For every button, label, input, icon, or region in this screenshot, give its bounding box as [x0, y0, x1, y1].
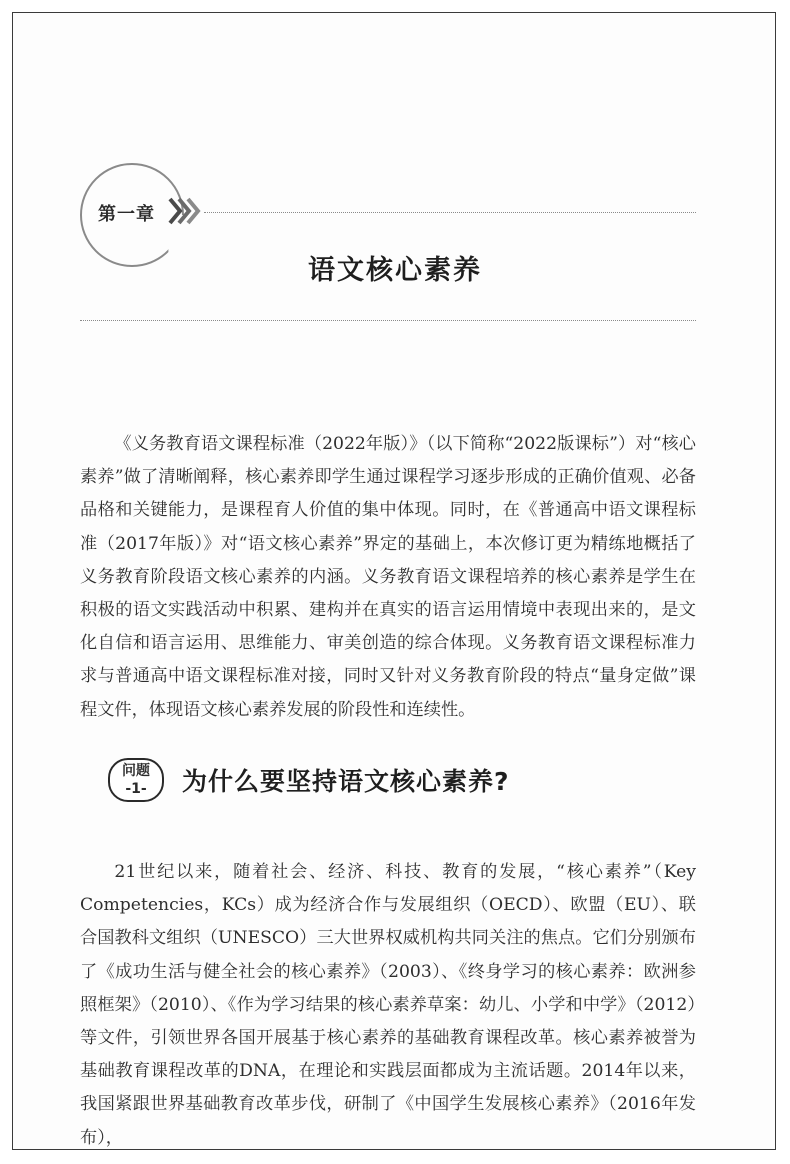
title-divider [80, 320, 696, 321]
chevron-right-icon [168, 195, 202, 227]
question-paragraph: 21世纪以来，随着社会、经济、科技、教育的发展，“核心素养”（Key Competencies，KCs）成为经济合作与发展组织（OECD）、欧盟（EU）、联合国教科文组织（UNESCO）三大世界权威机构共同关注的焦点。它们分别颁布了《成功生活与健全社会的核心素养》（2003）、《终身学习的核心素养：欧洲参照框架》（2010）、《作为学习结果的核心素养草案：幼儿、小学和中学》（2012）等文件，引领世界各国开展基于核心素养的基础教育课程改革。核心素养被誉为基础教育课程改革的DNA，在理论和实践层面都成为主流话题。2014年以来，我国紧跟世界基础教育改革步伐，研制了《中国学生发展核心素养》（2016年发布）， [80, 862, 696, 1148]
chapter-label: 第一章 [98, 204, 155, 225]
chapter-title: 语文核心素养 [308, 255, 482, 286]
question-badge-number: -1- [125, 781, 147, 797]
question-badge-label: 问题 [122, 763, 150, 779]
intro-paragraph: 《义务教育语文课程标准（2022年版）》（以下简称“2022版课标”）对“核心素养”做了清晰阐释，核心素养即学生通过课程学习逐步形成的正确价值观、必备品格和关键能力，是课程育人价值的集中体现。同时，在《普通高中语文课程标准（2017年版）》对“语文核心素养”界定的基础上，本次修订更为精练地概括了义务教育阶段语文核心素养的内涵。义务教育语文课程培养的核心素养是学生在积极的语文实践活动中积累、建构并在真实的语言运用情境中表现出来的，是文化自信和语言运用、思维能力、审美创造的综合体现。义务教育语文课程标准力求与普通高中语文课程标准对接，同时又针对义务教育阶段的特点“量身定做”课程文件，体现语文核心素养发展的阶段性和连续性。 [80, 434, 696, 720]
question-badge [108, 758, 164, 802]
question-title: 为什么要坚持语文核心素养? [182, 767, 510, 796]
chapter-divider [204, 212, 696, 213]
